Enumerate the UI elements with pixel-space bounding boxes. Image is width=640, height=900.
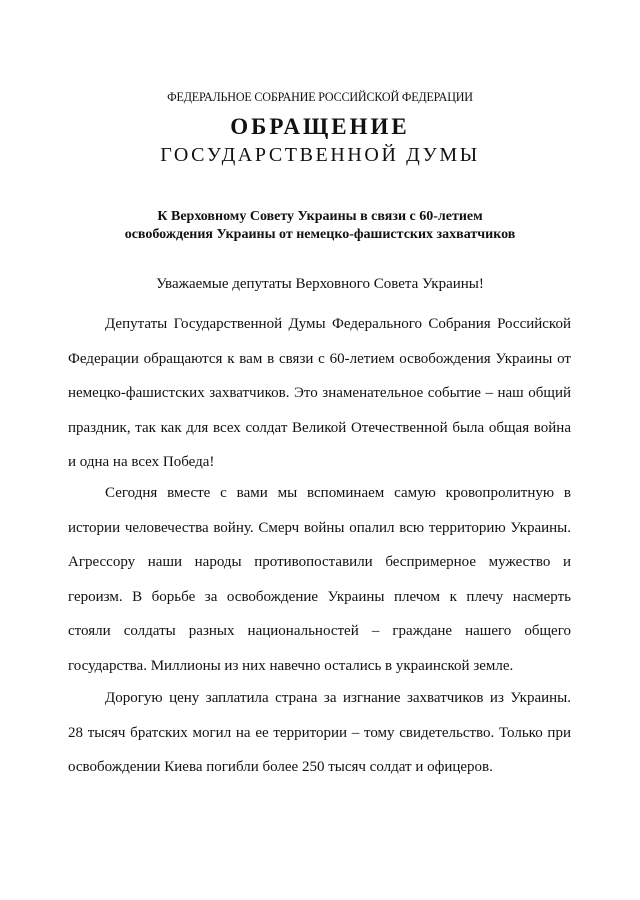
addressee-line: освобождения Украины от немецко-фашистских захватчиков bbox=[124, 227, 516, 242]
paragraph-line: освобождении Киева погибли более 250 тысяч солдат и офицеров. bbox=[68, 759, 493, 776]
paragraph-line: Агрессору наши народы противопоставили беспримерное мужество и bbox=[68, 554, 571, 571]
paragraph-line: Сегодня вместе с вами мы вспоминаем самую кровопролитную в bbox=[105, 485, 571, 501]
salutation: Уважаемые депутаты Верховного Совета Украины! bbox=[156, 276, 484, 292]
document-source-title: ГОСУДАРСТВЕННОЙ ДУМЫ bbox=[160, 144, 480, 166]
paragraph-2 bbox=[68, 476, 571, 684]
document-type-title: ОБРАЩЕНИЕ bbox=[230, 114, 410, 139]
paragraph-line: Федерации обращаются к вам в связи с 60-летием освобождения Украины от bbox=[68, 350, 571, 367]
paragraph-line: праздник, так как для всех солдат Великой Отечественной была общая война bbox=[68, 419, 571, 436]
paragraph-line: 28 тысяч братских могил на ее территории – тому свидетельство. Только при bbox=[68, 724, 571, 741]
paragraph-1 bbox=[68, 307, 571, 480]
paragraph-line: истории человечества войну. Смерч войны опалил всю территорию Украины. bbox=[68, 519, 571, 536]
paragraph-line: Дорогую цену заплатила страна за изгнание захватчиков из Украины. bbox=[105, 690, 571, 706]
addressee-line: К Верховному Совету Украины в связи с 60-летием bbox=[157, 209, 483, 224]
paragraph-line: государства. Миллионы из них навечно остались в украинской земле. bbox=[68, 657, 514, 674]
paragraph-3 bbox=[68, 681, 571, 785]
organization-header: ФЕДЕРАЛЬНОЕ СОБРАНИЕ РОССИЙСКОЙ ФЕДЕРАЦИИ bbox=[167, 89, 473, 104]
paragraph-line: героизм. В борьбе за освобождение Украины плечом к плечу насмерть bbox=[68, 588, 571, 605]
paragraph-line: Депутаты Государственной Думы Федерального Собрания Российской bbox=[105, 316, 571, 332]
addressee-block bbox=[0, 208, 640, 244]
paragraph-line: стояли солдаты разных национальностей – граждане нашего общего bbox=[68, 623, 571, 640]
paragraph-line: и одна на всех Победа! bbox=[68, 454, 215, 471]
paragraph-line: немецко-фашистских захватчиков. Это знаменательное событие – наш общий bbox=[68, 385, 571, 402]
